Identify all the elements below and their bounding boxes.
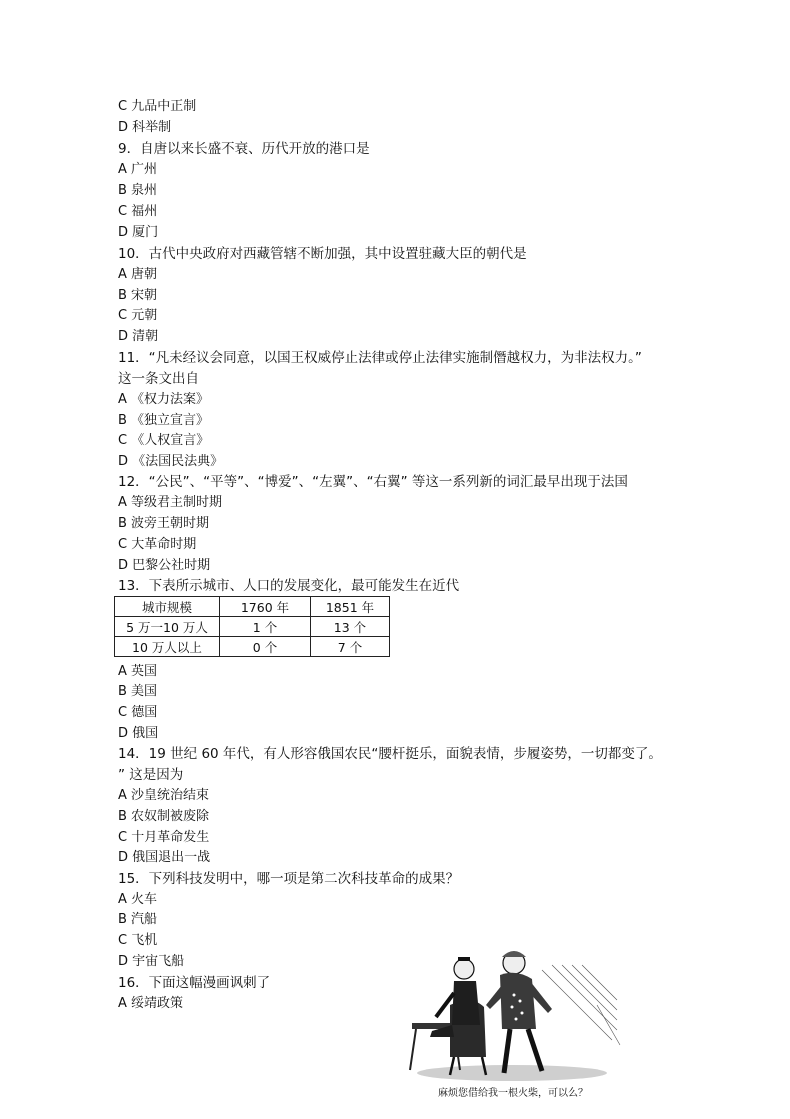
q15-option-b: B 汽船 <box>118 912 158 927</box>
q12-option-c: C 大革命时期 <box>118 537 197 552</box>
option-c-jiupin: C 九品中正制 <box>118 99 197 114</box>
cartoon-drawing <box>402 945 624 1085</box>
political-cartoon <box>402 945 624 1101</box>
table-header-cell: 城市规模 <box>115 597 220 617</box>
question-11-continued: 这一条文出自 <box>118 371 199 387</box>
q9-option-a: A 广州 <box>118 162 158 177</box>
q15-option-d: D 宇宙飞船 <box>118 954 185 969</box>
q12-option-a: A 等级君主制时期 <box>118 495 223 510</box>
question-14: 14．19 世纪 60 年代，有人形容俄国农民“腰杆挺乐，面貌表情，步履姿势，一切都变了。 <box>118 746 662 762</box>
q16-option-a: A 绥靖政策 <box>118 996 184 1011</box>
q9-option-c: C 福州 <box>118 204 158 219</box>
q15-option-a: A 火车 <box>118 892 158 907</box>
q12-option-b: B 波旁王朝时期 <box>118 516 210 531</box>
question-10: 10．古代中央政府对西藏管辖不断加强，其中设置驻藏大臣的朝代是 <box>118 246 527 262</box>
table-cell: 10 万人以上 <box>115 637 220 657</box>
question-11: 11．“凡未经议会同意，以国王权威停止法律或停止法律实施制僭越权力，为非法权力。” <box>118 350 642 366</box>
question-15: 15．下列科技发明中，哪一项是第二次科技革命的成果？ <box>118 871 460 887</box>
q12-option-d: D 巴黎公社时期 <box>118 558 211 573</box>
q14-option-b: B 农奴制被废除 <box>118 809 210 824</box>
q9-option-b: B 泉州 <box>118 183 158 198</box>
question-9: 9．自唐以来长盛不衰、历代开放的港口是 <box>118 141 370 157</box>
q13-option-b: B 美国 <box>118 684 158 699</box>
q15-option-c: C 飞机 <box>118 933 158 948</box>
city-population-table <box>114 596 390 657</box>
cartoon-caption: 麻烦您借给我一根火柴，可以么？ <box>438 1088 588 1099</box>
question-14-continued: ” 这是因为 <box>118 767 184 783</box>
q11-option-a: A 《权力法案》 <box>118 392 210 407</box>
question-13: 13．下表所示城市、人口的发展变化，最可能发生在近代 <box>118 578 460 594</box>
q10-option-d: D 清朝 <box>118 329 159 344</box>
q11-option-c: C 《人权宣言》 <box>118 433 210 448</box>
q14-option-a: A 沙皇统治结束 <box>118 788 210 803</box>
question-16: 16．下面这幅漫画讽刺了 <box>118 975 271 991</box>
q14-option-d: D 俄国退出一战 <box>118 850 211 865</box>
q13-option-a: A 英国 <box>118 664 158 679</box>
table-cell: 13 个 <box>311 617 390 637</box>
table-row <box>115 617 390 637</box>
table-cell: 1 个 <box>220 617 311 637</box>
table-header-cell: 1760 年 <box>220 597 311 617</box>
q10-option-c: C 元朝 <box>118 308 158 323</box>
q11-option-b: B 《独立宣言》 <box>118 413 210 428</box>
q13-option-d: D 俄国 <box>118 726 159 741</box>
table-cell: 0 个 <box>220 637 311 657</box>
q13-option-c: C 德国 <box>118 705 158 720</box>
question-12: 12．“公民”、“平等”、“博爱”、“左翼”、“右翼” 等这一系列新的词汇最早出现于法国 <box>118 474 628 490</box>
q11-option-d: D 《法国民法典》 <box>118 454 224 469</box>
table-row <box>115 637 390 657</box>
q14-option-c: C 十月革命发生 <box>118 830 210 845</box>
q10-option-a: A 唐朝 <box>118 267 158 282</box>
table-cell: 7 个 <box>311 637 390 657</box>
table-header-row <box>115 597 390 617</box>
option-d-keju: D 科举制 <box>118 120 172 135</box>
q9-option-d: D 厦门 <box>118 225 159 240</box>
table-header-cell: 1851 年 <box>311 597 390 617</box>
table-cell: 5 万一10 万人 <box>115 617 220 637</box>
q10-option-b: B 宋朝 <box>118 288 158 303</box>
